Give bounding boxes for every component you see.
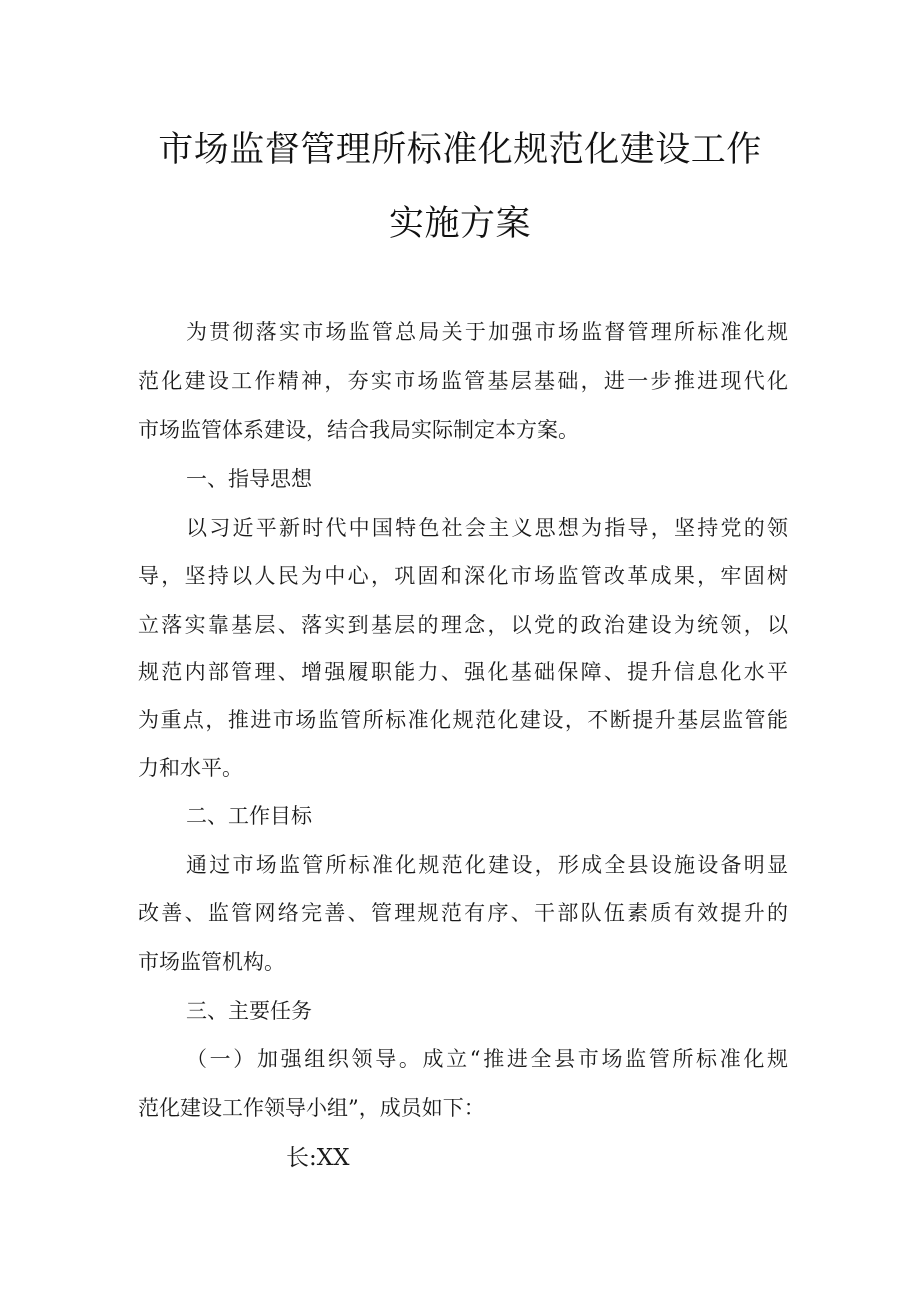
section1-line-1: 以习近平新时代中国特色社会主义思想为指导，坚持党的领 — [186, 516, 788, 540]
intro-line-2: 范化建设工作精神，夯实市场监管基层基础，进一步推进现代化 — [138, 369, 788, 393]
section1-line-3: 立落实靠基层、落实到基层的理念，以党的政治建设为统领，以 — [138, 613, 788, 637]
document-title-line1: 市场监督管理所标准化规范化建设工作 — [158, 130, 762, 170]
section1-line-6: 力和水平。 — [138, 756, 243, 780]
section1-line-5: 为重点，推进市场监管所标准化规范化建设，不断提升基层监管能 — [138, 708, 788, 732]
section2-line-3: 市场监管机构。 — [138, 950, 285, 974]
section3-line-1: （一）加强组织领导。成立“推进全县市场监管所标准化规 — [186, 1047, 788, 1071]
intro-line-3: 市场监管体系建设，结合我局实际制定本方案。 — [138, 418, 579, 442]
intro-line-1: 为贯彻落实市场监管总局关于加强市场监督管理所标准化规 — [186, 320, 788, 344]
section3-heading: 三、主要任务 — [186, 999, 312, 1023]
section1-line-2: 导，坚持以人民为中心，巩固和深化市场监管改革成果，牢固树 — [138, 564, 788, 588]
section1-line-4: 规范内部管理、增强履职能力、强化基础保障、提升信息化水平 — [138, 660, 788, 684]
section3-line-2: 范化建设工作领导小组”，成员如下： — [138, 1096, 485, 1120]
group-member: 长:XX — [286, 1145, 350, 1171]
section1-heading: 一、指导思想 — [186, 467, 312, 491]
section2-heading: 二、工作目标 — [186, 804, 312, 828]
section2-line-2: 改善、监管网络完善、管理规范有序、干部队伍素质有效提升的 — [138, 901, 788, 925]
document-title-line2: 实施方案 — [388, 204, 531, 244]
section2-line-1: 通过市场监管所标准化规范化建设，形成全县设施设备明显 — [186, 853, 788, 877]
